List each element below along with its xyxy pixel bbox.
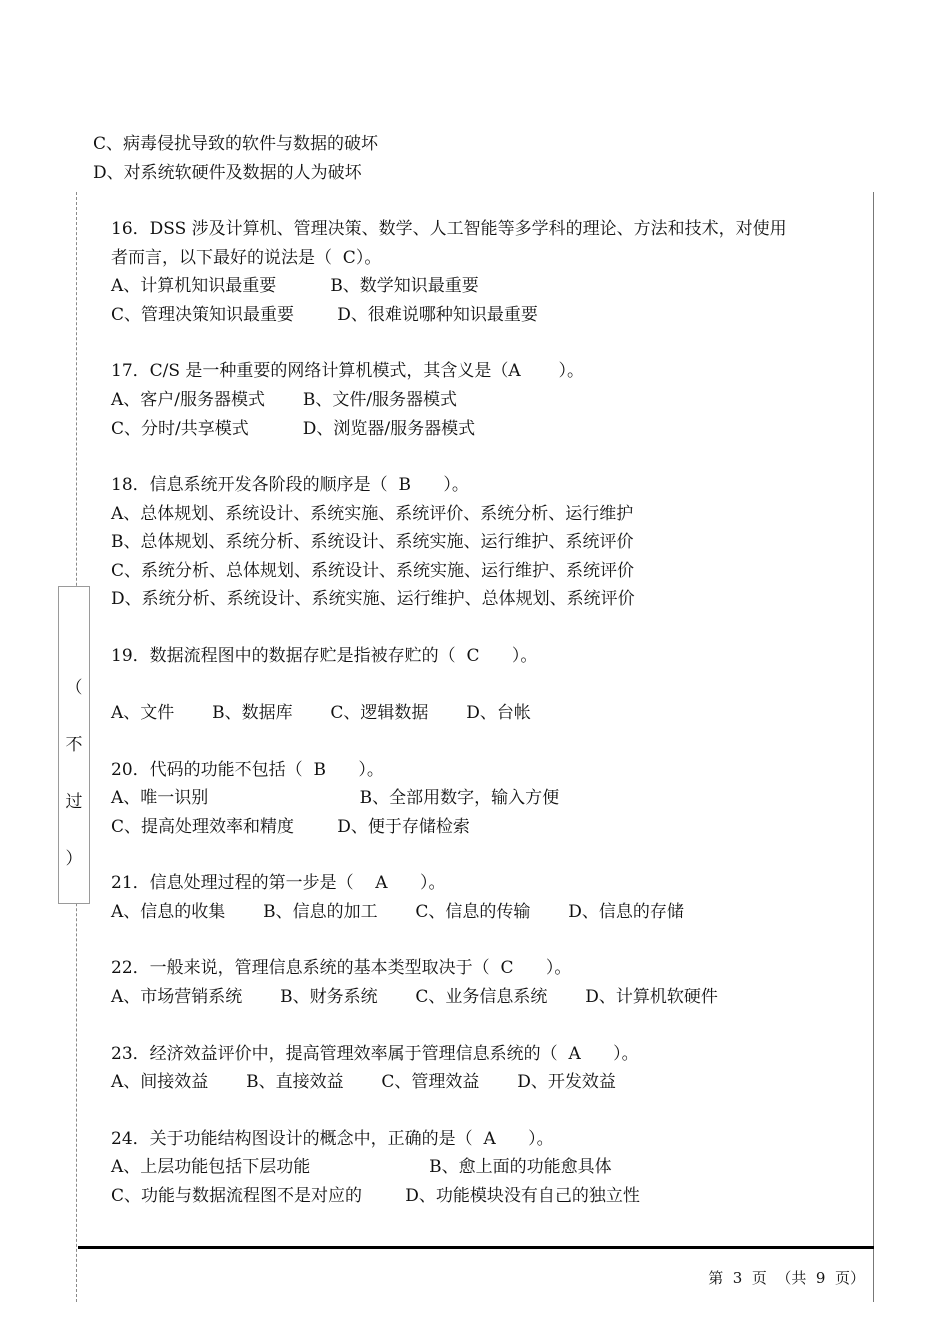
- option-line: A、文件 B、数据库 C、逻辑数据 D、台帐: [111, 703, 531, 723]
- option-line: A、信息的收集 B、信息的加工 C、信息的传输 D、信息的存储: [111, 902, 684, 922]
- footer-rule: [78, 1246, 874, 1249]
- question-17-text: 17．C/S 是一种重要的网络计算机模式，其含义是（A ）。: [111, 361, 585, 381]
- question-24-text: 24．关于功能结构图设计的概念中，正确的是（ A ）。: [111, 1129, 554, 1149]
- question-16-text: 16．DSS 涉及计算机、管理决策、数学、人工智能等多学科的理论、方法和技术，对使用: [111, 219, 787, 239]
- option-line: A、市场营销系统 B、财务系统 C、业务信息系统 D、计算机软硬件: [111, 987, 718, 1007]
- option-line: C、系统分析、总体规划、系统设计、系统实施、运行维护、系统评价: [111, 561, 635, 581]
- seal-char: 过: [65, 792, 83, 812]
- option-line: A、客户/服务器模式 B、文件/服务器模式: [111, 390, 458, 410]
- option-line: C、病毒侵扰导致的软件与数据的破坏: [93, 134, 379, 154]
- option-line: C、提高处理效率和精度 D、便于存储检索: [111, 817, 470, 837]
- option-line: A、唯一识别 B、全部用数字，输入方便: [111, 788, 560, 808]
- binding-seal-box: [58, 586, 90, 904]
- question-20-text: 20．代码的功能不包括（ B ）。: [111, 760, 384, 780]
- option-line: C、管理决策知识最重要 D、很难说哪种知识最重要: [111, 305, 538, 325]
- question-21-text: 21．信息处理过程的第一步是（ A ）。: [111, 873, 446, 893]
- option-line: A、总体规划、系统设计、系统实施、系统评价、系统分析、运行维护: [111, 504, 634, 524]
- option-line: A、上层功能包括下层功能 B、愈上面的功能愈具体: [111, 1157, 612, 1177]
- question-23-text: 23．经济效益评价中，提高管理效率属于管理信息系统的（ A ）。: [111, 1044, 639, 1064]
- seal-char: ）: [65, 849, 83, 869]
- option-line: A、间接效益 B、直接效益 C、管理效益 D、开发效益: [111, 1072, 616, 1092]
- seal-char: （: [65, 678, 83, 698]
- question-22-text: 22．一般来说，管理信息系统的基本类型取决于（ C ）。: [111, 958, 572, 978]
- seal-char: 不: [65, 735, 83, 755]
- option-line: D、对系统软硬件及数据的人为破坏: [93, 163, 362, 183]
- option-line: A、计算机知识最重要 B、数学知识最重要: [111, 276, 479, 296]
- page-number: 第 3 页 （共 9 页）: [708, 1269, 865, 1287]
- option-line: C、功能与数据流程图不是对应的 D、功能模块没有自己的独立性: [111, 1186, 640, 1206]
- question-16-text: 者而言，以下最好的说法是（ C）。: [111, 248, 382, 268]
- option-line: D、系统分析、系统设计、系统实施、运行维护、总体规划、系统评价: [111, 589, 635, 609]
- option-line: C、分时/共享模式 D、浏览器/服务器模式: [111, 419, 476, 439]
- question-19-text: 19．数据流程图中的数据存贮是指被存贮的（ C ）。: [111, 646, 538, 666]
- question-18-text: 18．信息系统开发各阶段的顺序是（ B ）。: [111, 475, 469, 495]
- page-right-border: [873, 192, 874, 1302]
- option-line: B、总体规划、系统分析、系统设计、系统实施、运行维护、系统评价: [111, 532, 634, 552]
